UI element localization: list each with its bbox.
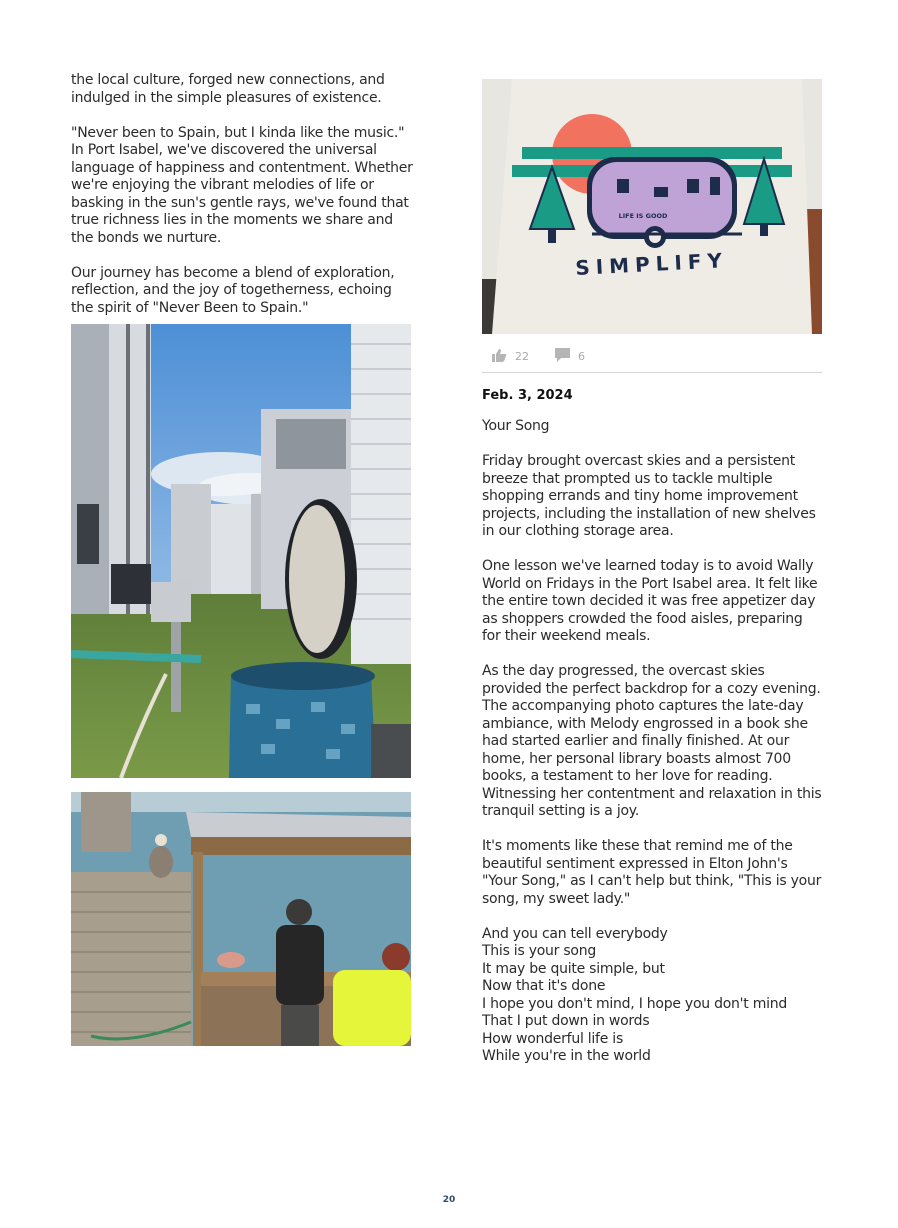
rv-park-photo — [71, 324, 411, 778]
paragraph: "Never been to Spain, but I kinda like the music." In Port Isabel, we've discovered the universal language of happiness and contentment. Whether we're enjoying the vibrant melodies of life or basking in the sun's gentle rays, we've found that true richness lies in the moments we share and the bonds we nurture. — [71, 124, 413, 246]
paragraph: One lesson we've learned today is to avoid Wally World on Fridays in the Port Isabel area. It felt like the entire town decided it was free appetizer day as shoppers crowded the food aisles, preparing for their weekend meals. — [482, 558, 818, 644]
dock-photo — [71, 792, 411, 1046]
page-number: 20 — [442, 1195, 456, 1205]
lyric-line: I hope you don't mind, I hope you don't mind — [482, 995, 787, 1012]
divider — [482, 372, 822, 373]
lyric-line: This is your song — [482, 943, 596, 959]
lyric-line: While you're in the world — [482, 1048, 651, 1064]
paragraph: Friday brought overcast skies and a persistent breeze that prompted us to tackle multiple shopping errands and tiny home improvement projects, including the installation of new shelves in our clothing storage area. — [482, 453, 816, 539]
post-date: Feb. 3, 2024 — [482, 388, 573, 403]
lyric-line: Now that it's done — [482, 978, 606, 994]
tshirt-graphic-text: SIMPLIFY — [574, 248, 729, 280]
paragraph: As the day progressed, the overcast skies provided the perfect backdrop for a cozy evening. The accompanying photo captures the late-day ambiance, with Melody engrossed in a book she had started earlier and finally finished. At our home, her personal library boasts almost 700 books, a testament to her love for reading. Witnessing her contentment and relaxation in this tranquil setting is a joy. — [482, 663, 822, 819]
lyric-line: And you can tell everybody — [482, 925, 668, 942]
like-count: 22 — [515, 349, 529, 363]
comment-icon[interactable] — [555, 348, 570, 365]
post-stats — [491, 346, 585, 366]
tshirt-photo — [482, 79, 822, 334]
lyric-line: That I put down in words — [482, 1013, 650, 1029]
paragraph: It's moments like these that remind me of the beautiful sentiment expressed in Elton John's "Your Song," as I can't help but think, "This is your song, my sweet lady." — [482, 838, 822, 907]
lyric-line: How wonderful life is — [482, 1030, 623, 1047]
post-title: Your Song — [482, 418, 550, 434]
comment-count: 6 — [578, 349, 585, 363]
tshirt-small-text: LIFE IS GOOD — [618, 212, 668, 220]
lyric-line: It may be quite simple, but — [482, 960, 665, 977]
left-column-text — [71, 72, 416, 317]
paragraph: the local culture, forged new connections, and indulged in the simple pleasures of existence. — [71, 72, 385, 106]
thumbs-up-icon[interactable] — [491, 348, 507, 365]
paragraph: Our journey has become a blend of exploration, reflection, and the joy of togetherness, echoing the spirit of "Never Been to Spain." — [71, 264, 395, 316]
post-body — [482, 418, 824, 1066]
